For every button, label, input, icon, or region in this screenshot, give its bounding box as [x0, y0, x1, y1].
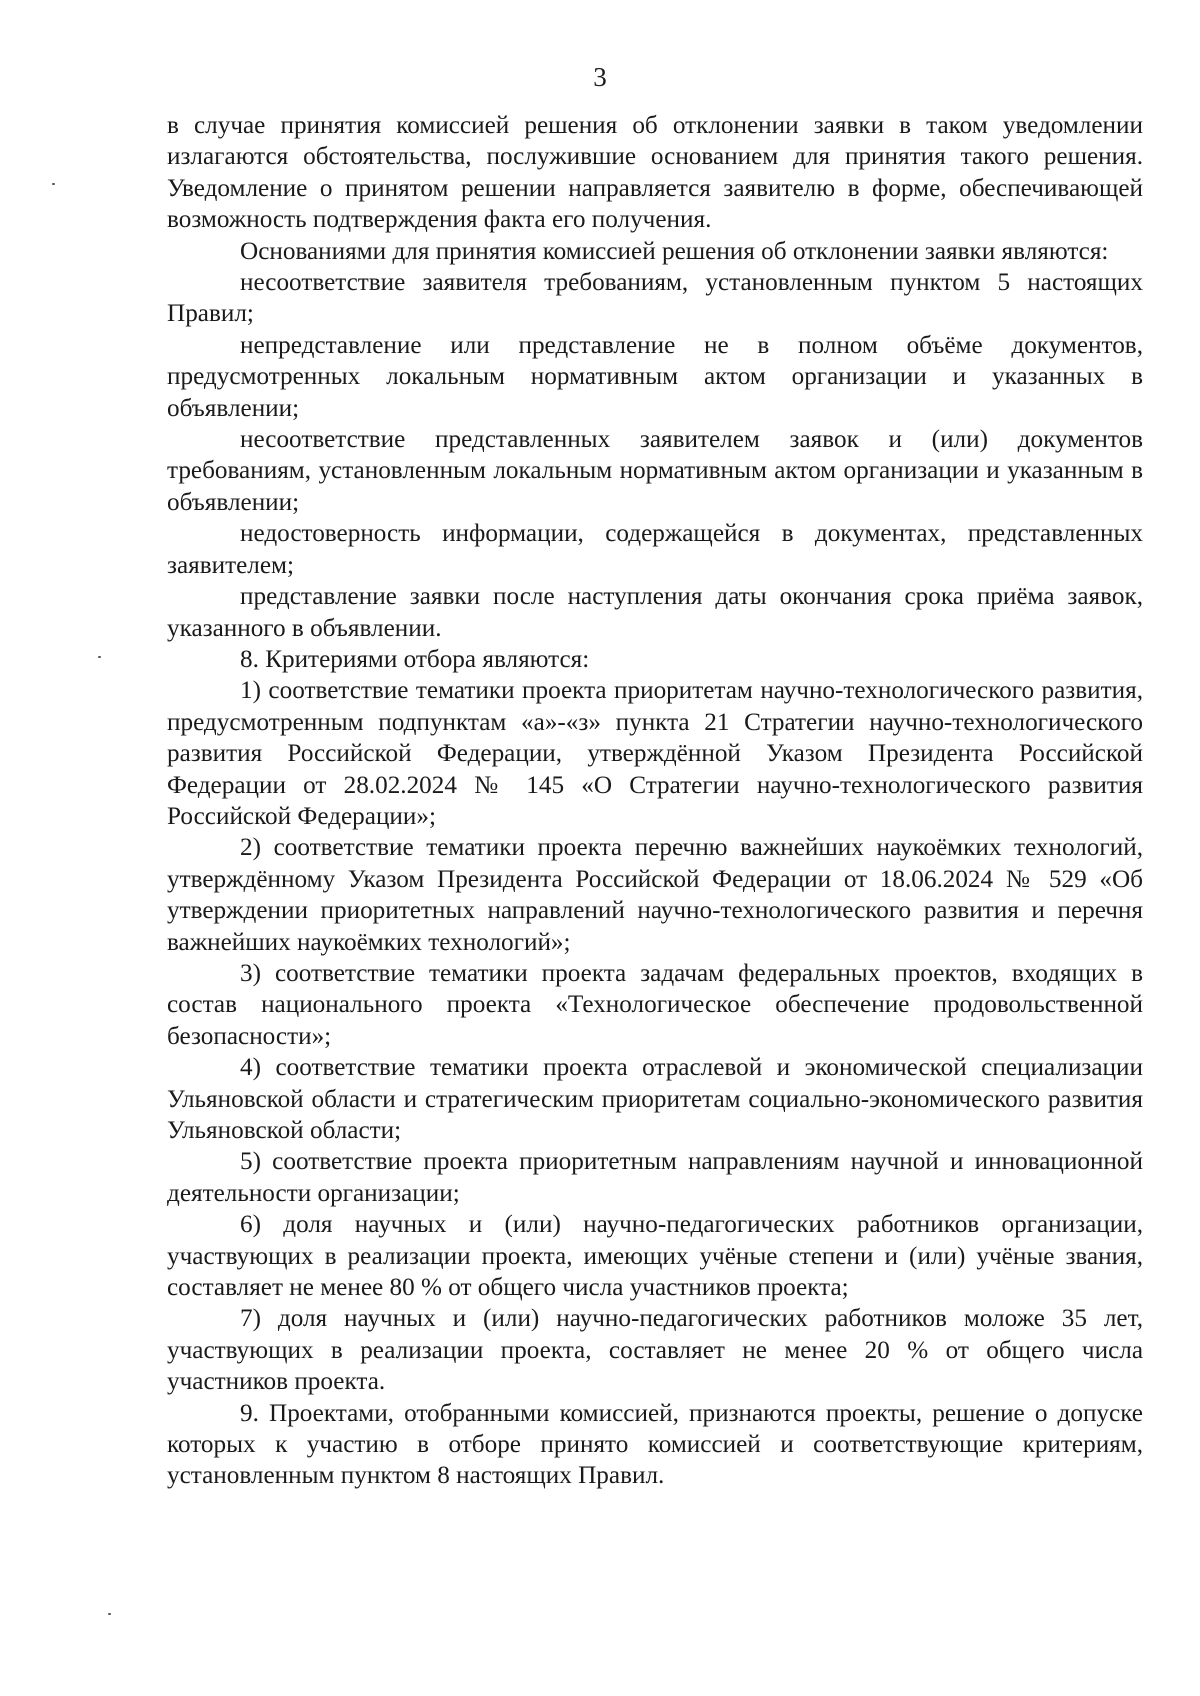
paragraph-criterion-4: 4) соответствие тематики проекта отраслевой и экономической специализации Ульяновской области и стратегическим приоритетам социально-экономического развития Ульяновской области; — [167, 1054, 1143, 1144]
paragraph-criterion-3: 3) соответствие тематики проекта задачам федеральных проектов, входящих в состав национального проекта «Технологическое обеспечение продовольственной безопасности»; — [167, 959, 1143, 1050]
paragraph-ground-unreliable-info: недостоверность информации, содержащейся в документах, представленных заявителем; — [167, 520, 1143, 579]
paragraph-criterion-7: 7) доля научных и (или) научно-педагогических работников моложе 35 лет, участвующих в реализации проекта, составляет не менее 20 % от общего числа участников проекта. — [167, 1305, 1143, 1396]
scan-artifact-dot — [108, 1613, 111, 1615]
paragraph-criterion-6: 6) доля научных и (или) научно-педагогических работников организации, участвующих в реализации проекта, имеющих учёные степени и (или) учёные звания, составляет не менее 80 % от общего числа участников проекта; — [167, 1211, 1143, 1302]
paragraph-rejection-grounds: Основаниями для принятия комиссией решения об отклонении заявки являются: — [240, 237, 1109, 265]
scan-artifact-dot — [52, 183, 55, 185]
paragraph-criterion-1: 1) соответствие тематики проекта приоритетам научно-технологического развития, предусмотренным подпунктам «а»-«з» пункта 21 Стратегии научно-технологического развития Российской Федерации, утверждённой Указом Президента Российской Федерации от 28.02.2024 № 145 «О Стратегии научно-технологического развития Российской Федерации»; — [167, 677, 1143, 830]
paragraph-notice-rejection: в случае принятия комиссией решения об отклонении заявки в таком уведомлении излагаются обстоятельства, послужившие основанием для принятия такого решения. Уведомление о принятом решении направляется заявителю в форме, обеспечивающей возможность подтверждения факта его получения. — [167, 112, 1143, 234]
paragraph-section-8-heading: 8. Критериями отбора являются: — [240, 645, 590, 673]
paragraph-section-9: 9. Проектами, отобранными комиссией, признаются проекты, решение о допуске которых к участию в отборе принято комиссией и соответствующие критериям, установленным пунктом 8 настоящих Правил. — [167, 1399, 1143, 1490]
paragraph-ground-documents-mismatch: несоответствие представленных заявителем заявок и (или) документов требованиям, установленным локальным нормативным актом организации и указанным в объявлении; — [167, 426, 1143, 516]
scan-artifact-dot — [98, 656, 101, 658]
page-number: 3 — [593, 62, 607, 92]
paragraph-criterion-2: 2) соответствие тематики проекта перечню важнейших наукоёмких технологий, утверждённому Указом Президента Российской Федерации от 18.06.2024 № 529 «Об утверждении приоритетных направлений научно-технологического развития и перечня важнейших наукоёмких технологий»; — [167, 834, 1143, 956]
paragraph-ground-missing-documents: непредставление или представление не в полном объёме документов, предусмотренных локальным нормативным актом организации и указанных в объявлении; — [167, 331, 1143, 422]
document-body — [167, 110, 1143, 1492]
paragraph-ground-applicant-mismatch: несоответствие заявителя требованиям, установленным пунктом 5 настоящих Правил; — [167, 269, 1143, 328]
paragraph-criterion-5: 5) соответствие проекта приоритетным направлениям научной и инновационной деятельности организации; — [167, 1148, 1143, 1207]
paragraph-ground-late-submission: представление заявки после наступления даты окончания срока приёма заявок, указанного в объявлении. — [167, 583, 1143, 642]
